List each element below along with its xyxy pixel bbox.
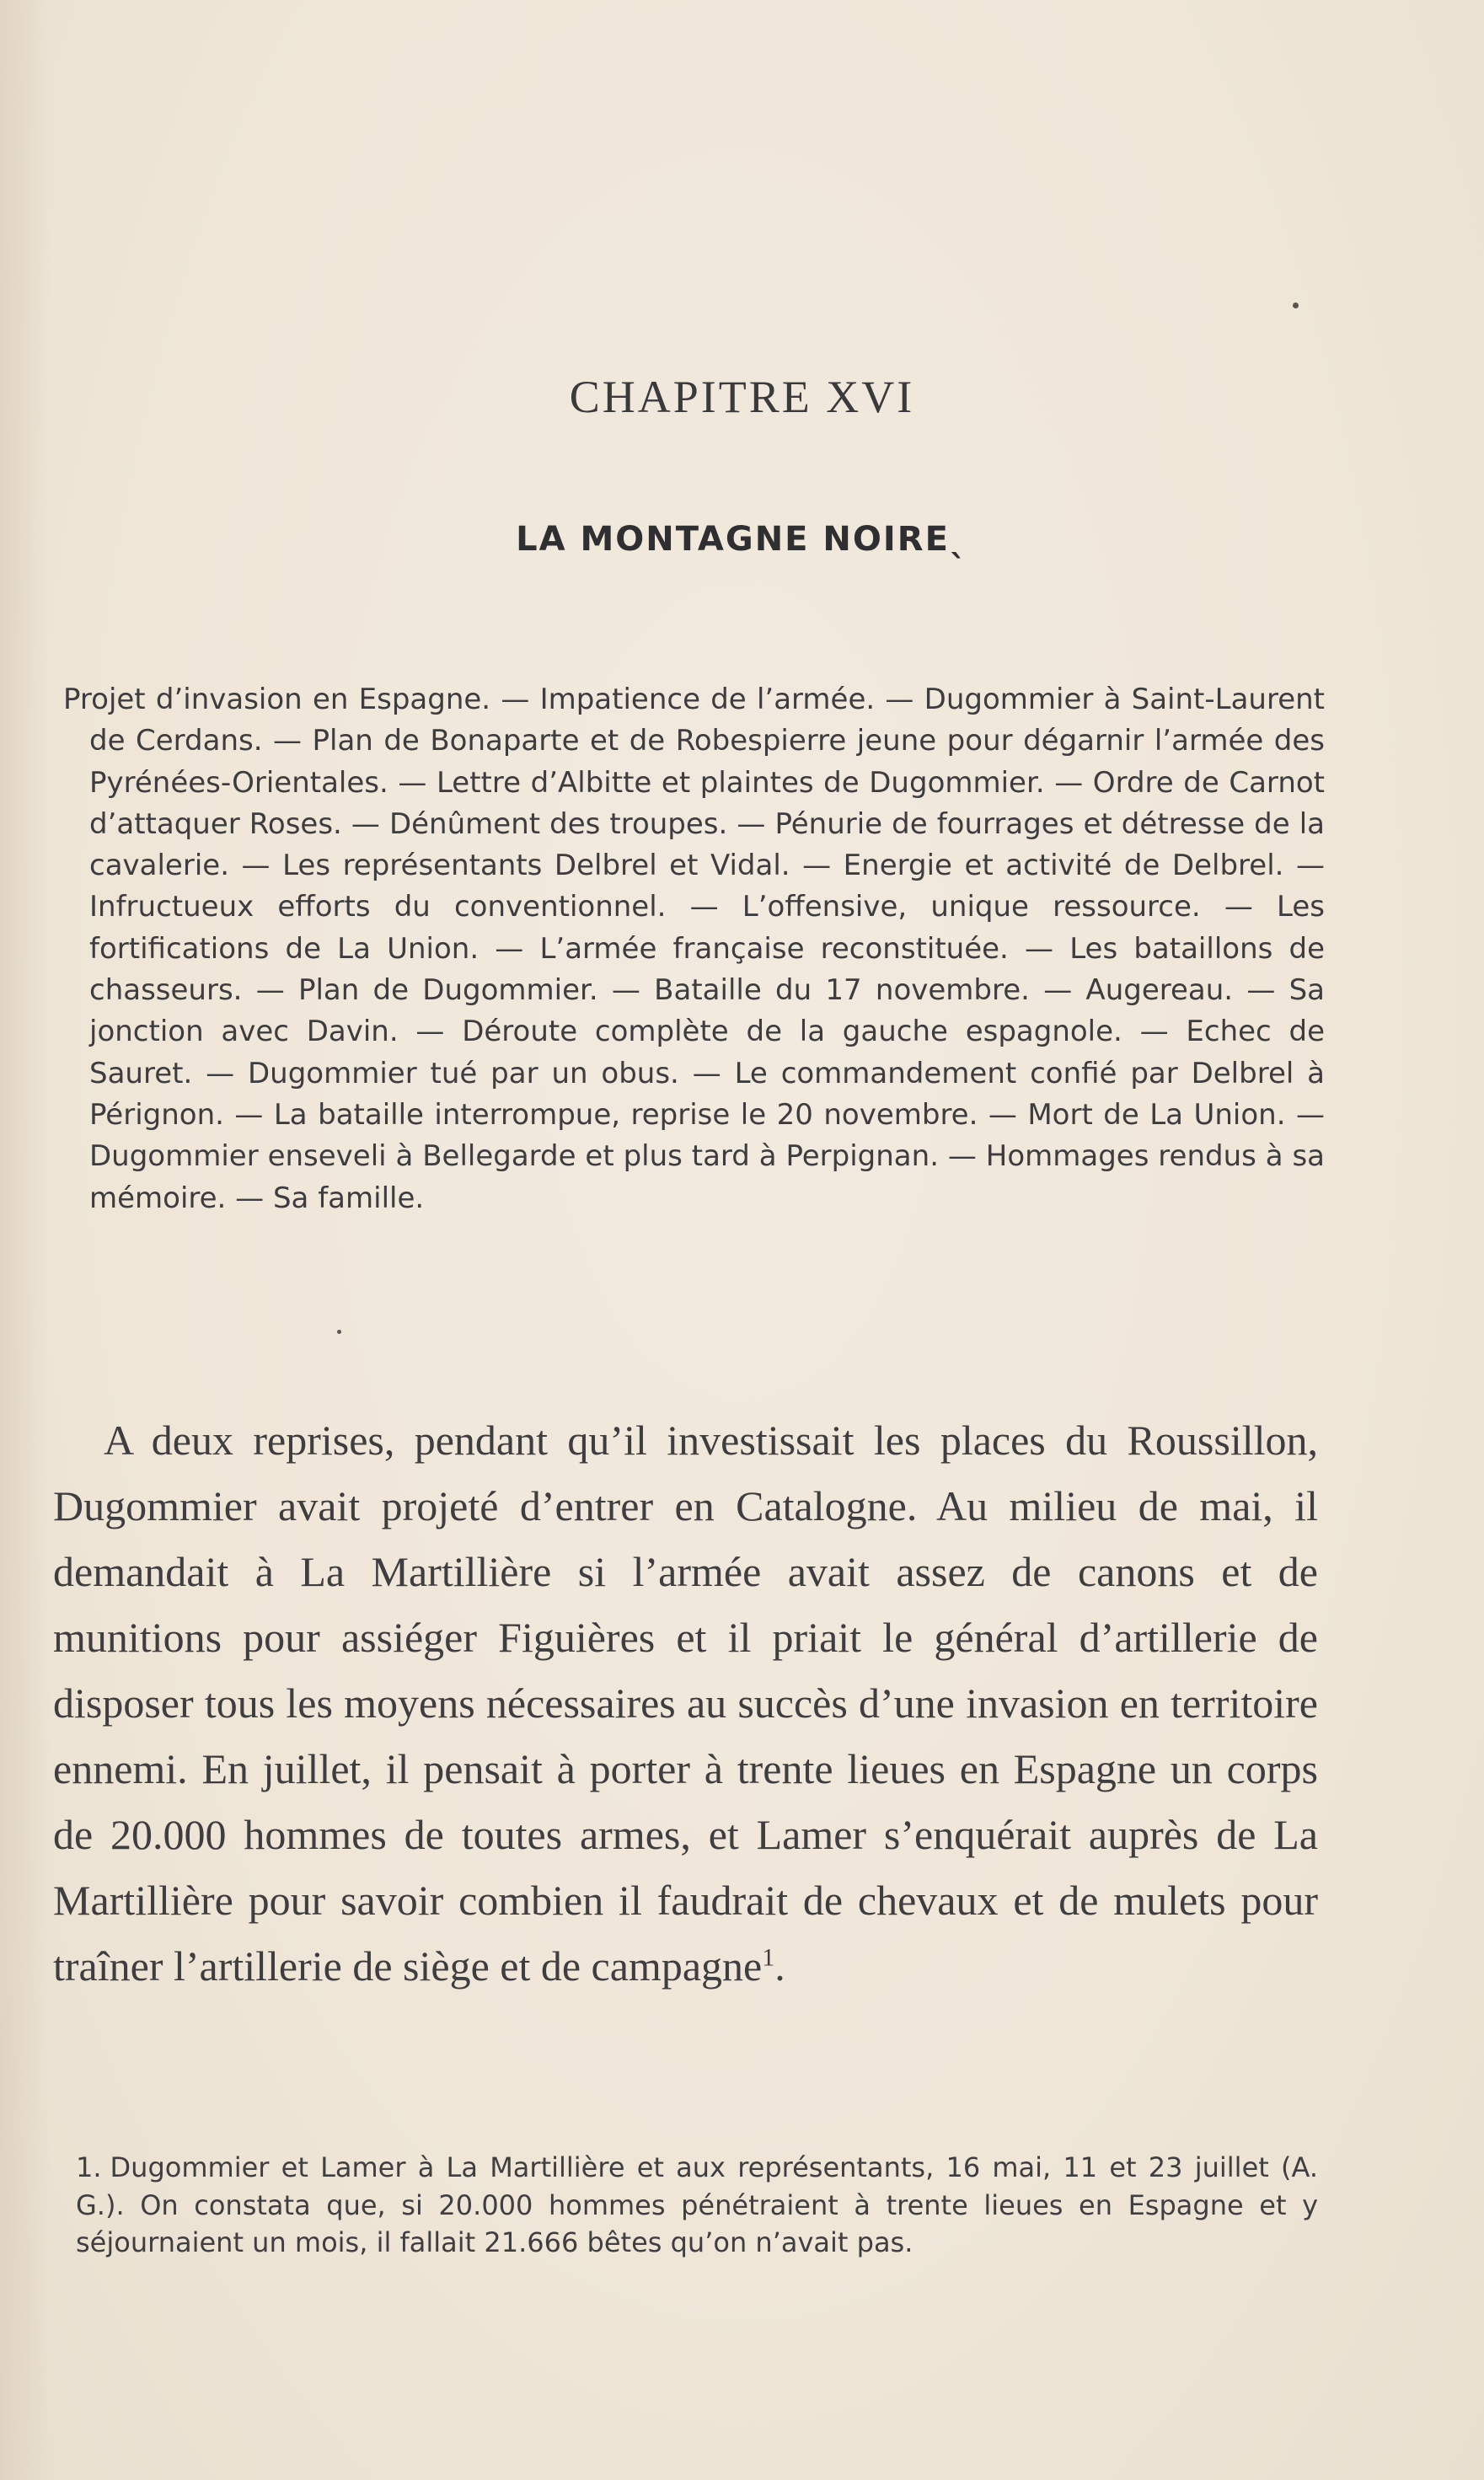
chapter-heading: CHAPITRE XVI [569,372,915,422]
chapter-title: LA MONTAGNE NOIREˎ [516,520,968,559]
chapter-summary [63,679,1325,1219]
footnote-number: 1. [76,2151,102,2183]
paper-speck [1293,303,1299,308]
body-paragraph-end: . [774,1942,785,1990]
body-paragraph-text: A deux reprises, pendant qu’il investissait les places du Roussillon, Dugommier avait projeté d’entrer en Catalogne. Au milieu de mai, il demandait à La Martillière si l’armée avait assez de canons et de munitions pour assiéger Figuières et il priait le général d’artillerie de disposer tous les moyens nécessaires au succès d’une invasion en territoire ennemi. En juillet, il pensait à porter à trente lieues en Espagne un corps de 20.000 hommes de toutes armes, et Lamer s’enquérait auprès de La Martillière pour savoir combien il faudrait de chevaux et de mulets pour traîner l’artillerie de siège et de campagne [53,1417,1318,1990]
footnote [76,2149,1318,2262]
footnote-reference[interactable]: 1 [762,1943,775,1972]
paper-speck [337,1330,341,1334]
body-paragraph [53,1407,1318,1999]
body-text [53,1407,1318,1999]
footnote-body [76,2149,1318,2262]
footnote-text: Dugommier et Lamer à La Martillière et aux représentants, 16 mai, 11 et 23 juillet (A. G.). On constata que, si 20.000 hommes pénétraient à trente lieues en Espagne et y séjournaient un mois, il fallait 21.666 bêtes qu’on n’avait pas. [76,2151,1318,2258]
chapter-summary-text: Projet d’invasion en Espagne. — Impatience de l’armée. — Dugommier à Saint-Laurent de Cerdans. — Plan de Bonaparte et de Robespierre jeune pour dégarnir l’armée des Pyrénées-Orientales. — Lettre d’Albitte et plaintes de Dugommier. — Ordre de Carnot d’attaquer Roses. — Dénûment des troupes. — Pénurie de fourrages et détresse de la cavalerie. — Les représentants Delbrel et Vidal. — Energie et activité de Delbrel. — Infructueux efforts du conventionnel. — L’offensive, unique ressource. — Les fortifications de La Union. — L’armée française reconstituée. — Les bataillons de chasseurs. — Plan de Dugommier. — Bataille du 17 novembre. — Augereau. — Sa jonction avec Davin. — Déroute complète de la gauche espagnole. — Echec de Sauret. — Dugommier tué par un obus. — Le commandement confié par Delbrel à Pérignon. — La bataille interrompue, reprise le 20 novembre. — Mort de La Union. — Dugommier enseveli à Bellegarde et plus tard à Perpignan. — Hommages rendus à sa mémoire. — Sa famille. [63,683,1325,1215]
